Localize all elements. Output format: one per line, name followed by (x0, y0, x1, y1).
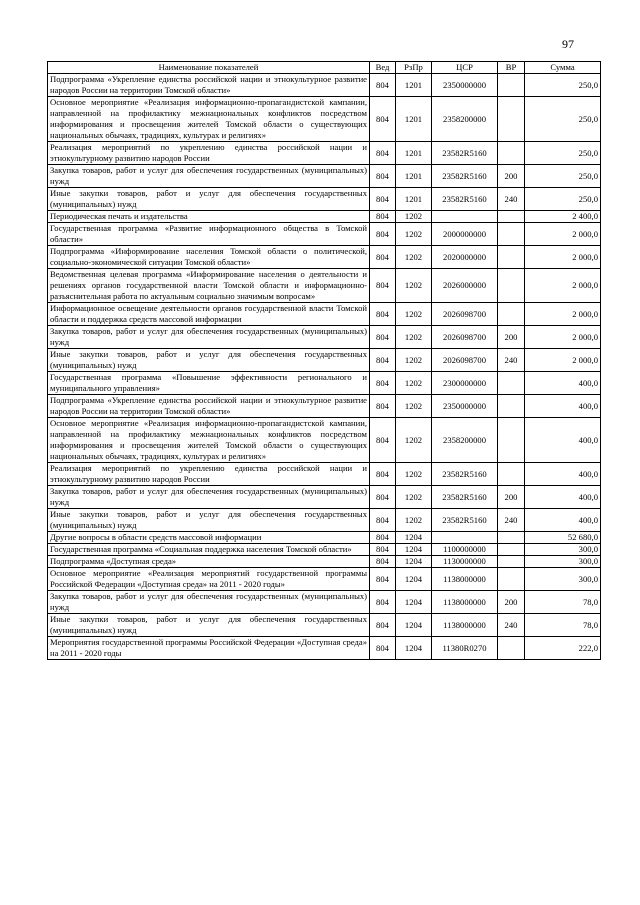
row-csr: 2358200000 (432, 97, 498, 142)
table-row (48, 142, 601, 165)
row-sum: 2 000,0 (525, 223, 601, 246)
table-row (48, 418, 601, 463)
row-rzpr: 1202 (396, 509, 432, 532)
row-rzpr: 1204 (396, 614, 432, 637)
row-vr: 200 (498, 486, 525, 509)
row-name: Подпрограмма «Укрепление единства российской нации и этнокультурное развитие народов России на территории Томской области» (48, 74, 370, 97)
row-vr (498, 303, 525, 326)
row-rzpr: 1201 (396, 165, 432, 188)
row-name: Информационное освещение деятельности органов государственной власти Томской области и поддержка средств массовой информации (48, 303, 370, 326)
row-vr (498, 418, 525, 463)
row-ved: 804 (370, 74, 396, 97)
row-rzpr: 1204 (396, 532, 432, 544)
row-ved: 804 (370, 372, 396, 395)
row-csr: 23582R5160 (432, 165, 498, 188)
row-rzpr: 1202 (396, 326, 432, 349)
row-csr: 23582R5160 (432, 463, 498, 486)
row-rzpr: 1201 (396, 142, 432, 165)
row-vr (498, 142, 525, 165)
row-sum: 300,0 (525, 568, 601, 591)
row-ved: 804 (370, 165, 396, 188)
row-ved: 804 (370, 303, 396, 326)
row-ved: 804 (370, 486, 396, 509)
row-ved: 804 (370, 188, 396, 211)
row-name: Периодическая печать и издательства (48, 211, 370, 223)
row-vr (498, 544, 525, 556)
table-row (48, 349, 601, 372)
budget-table (47, 61, 601, 660)
row-rzpr: 1201 (396, 188, 432, 211)
row-name: Ведомственная целевая программа «Информирование населения о деятельности и решениях органов государственной власти Томской области и информационно-разъяснительная работа по актуальным социально значимым вопросам» (48, 269, 370, 303)
row-vr (498, 246, 525, 269)
table-row (48, 509, 601, 532)
row-vr (498, 395, 525, 418)
header-rzpr: РзПр (396, 62, 432, 74)
row-rzpr: 1204 (396, 544, 432, 556)
row-sum: 78,0 (525, 591, 601, 614)
row-ved: 804 (370, 509, 396, 532)
table-row (48, 568, 601, 591)
page-number: 97 (562, 37, 574, 51)
row-sum: 250,0 (525, 97, 601, 142)
row-sum: 250,0 (525, 165, 601, 188)
table-row (48, 395, 601, 418)
row-rzpr: 1202 (396, 223, 432, 246)
row-csr: 2026000000 (432, 269, 498, 303)
row-ved: 804 (370, 463, 396, 486)
row-csr: 1138000000 (432, 614, 498, 637)
row-rzpr: 1204 (396, 556, 432, 568)
row-name: Мероприятия государственной программы Российской Федерации «Доступная среда» на 2011 - 2020 годы (48, 637, 370, 660)
row-ved: 804 (370, 614, 396, 637)
row-ved: 804 (370, 142, 396, 165)
row-rzpr: 1201 (396, 74, 432, 97)
row-csr (432, 532, 498, 544)
row-name: Иные закупки товаров, работ и услуг для обеспечения государственных (муниципальных) нужд (48, 349, 370, 372)
row-csr: 23582R5160 (432, 188, 498, 211)
row-sum: 2 000,0 (525, 246, 601, 269)
row-rzpr: 1202 (396, 418, 432, 463)
header-name: Наименование показателей (48, 62, 370, 74)
row-csr: 2350000000 (432, 395, 498, 418)
table-row (48, 74, 601, 97)
row-csr (432, 211, 498, 223)
row-name: Основное мероприятие «Реализация мероприятий государственной программы Российской Федерации «Доступная среда» на 2011 - 2020 годы» (48, 568, 370, 591)
row-rzpr: 1202 (396, 395, 432, 418)
row-sum: 250,0 (525, 74, 601, 97)
row-rzpr: 1202 (396, 246, 432, 269)
header-vr: ВР (498, 62, 525, 74)
row-sum: 300,0 (525, 544, 601, 556)
row-sum: 250,0 (525, 142, 601, 165)
table-row (48, 326, 601, 349)
table-row (48, 463, 601, 486)
row-sum: 2 000,0 (525, 269, 601, 303)
row-name: Реализация мероприятий по укреплению единства российской нации и этнокультурному развитию народов России (48, 463, 370, 486)
row-rzpr: 1202 (396, 269, 432, 303)
row-csr: 23582R5160 (432, 509, 498, 532)
row-sum: 400,0 (525, 395, 601, 418)
header-csr: ЦСР (432, 62, 498, 74)
row-rzpr: 1204 (396, 591, 432, 614)
row-csr: 23582R5160 (432, 486, 498, 509)
row-ved: 804 (370, 556, 396, 568)
row-csr: 1138000000 (432, 591, 498, 614)
row-ved: 804 (370, 246, 396, 269)
row-vr: 240 (498, 614, 525, 637)
row-ved: 804 (370, 395, 396, 418)
row-sum: 2 000,0 (525, 326, 601, 349)
row-vr: 240 (498, 509, 525, 532)
row-ved: 804 (370, 532, 396, 544)
row-sum: 78,0 (525, 614, 601, 637)
row-vr (498, 269, 525, 303)
row-ved: 804 (370, 211, 396, 223)
row-name: Государственная программа «Развитие информационного общества в Томской области» (48, 223, 370, 246)
table-row (48, 372, 601, 395)
row-sum: 400,0 (525, 418, 601, 463)
row-sum: 400,0 (525, 372, 601, 395)
row-name: Закупка товаров, работ и услуг для обеспечения государственных (муниципальных) нужд (48, 486, 370, 509)
header-sum: Сумма (525, 62, 601, 74)
row-ved: 804 (370, 97, 396, 142)
row-rzpr: 1202 (396, 372, 432, 395)
row-name: Закупка товаров, работ и услуг для обеспечения государственных (муниципальных) нужд (48, 165, 370, 188)
row-csr: 23582R5160 (432, 142, 498, 165)
row-name: Подпрограмма «Доступная среда» (48, 556, 370, 568)
row-name: Государственная программа «Социальная поддержка населения Томской области» (48, 544, 370, 556)
header-ved: Вед (370, 62, 396, 74)
row-vr: 200 (498, 591, 525, 614)
row-csr: 2350000000 (432, 74, 498, 97)
row-ved: 804 (370, 326, 396, 349)
row-rzpr: 1202 (396, 303, 432, 326)
row-ved: 804 (370, 349, 396, 372)
table-row (48, 544, 601, 556)
row-csr: 2026098700 (432, 303, 498, 326)
row-rzpr: 1202 (396, 211, 432, 223)
row-rzpr: 1204 (396, 568, 432, 591)
table-row (48, 532, 601, 544)
row-sum: 222,0 (525, 637, 601, 660)
row-vr: 240 (498, 349, 525, 372)
row-sum: 2 000,0 (525, 303, 601, 326)
row-csr: 1100000000 (432, 544, 498, 556)
row-ved: 804 (370, 637, 396, 660)
table-row (48, 303, 601, 326)
row-name: Основное мероприятие «Реализация информационно-пропагандистской кампании, направленной на профилактику межнациональных конфликтов посредством информирования и просвещения жителей Томской области о существующих национальных обычаях, традициях, культурах и религиях» (48, 97, 370, 142)
row-name: Закупка товаров, работ и услуг для обеспечения государственных (муниципальных) нужд (48, 326, 370, 349)
row-name: Иные закупки товаров, работ и услуг для обеспечения государственных (муниципальных) нужд (48, 509, 370, 532)
row-vr (498, 556, 525, 568)
row-ved: 804 (370, 544, 396, 556)
table-body (48, 74, 601, 660)
row-ved: 804 (370, 223, 396, 246)
table-row (48, 637, 601, 660)
row-name: Иные закупки товаров, работ и услуг для обеспечения государственных (муниципальных) нужд (48, 188, 370, 211)
row-rzpr: 1201 (396, 97, 432, 142)
row-csr: 2000000000 (432, 223, 498, 246)
table-row (48, 556, 601, 568)
table-header-row (48, 62, 601, 74)
table-row (48, 165, 601, 188)
row-vr (498, 568, 525, 591)
row-ved: 804 (370, 418, 396, 463)
row-name: Государственная программа «Повышение эффективности регионального и муниципального управления» (48, 372, 370, 395)
row-sum: 400,0 (525, 463, 601, 486)
table-row (48, 614, 601, 637)
row-vr (498, 463, 525, 486)
row-vr (498, 223, 525, 246)
row-csr: 2300000000 (432, 372, 498, 395)
table-row (48, 223, 601, 246)
row-sum: 2 400,0 (525, 211, 601, 223)
table-row (48, 486, 601, 509)
row-sum: 2 000,0 (525, 349, 601, 372)
row-csr: 1138000000 (432, 568, 498, 591)
table-row (48, 211, 601, 223)
row-vr: 240 (498, 188, 525, 211)
row-rzpr: 1202 (396, 486, 432, 509)
row-vr (498, 211, 525, 223)
row-csr: 2358200000 (432, 418, 498, 463)
row-csr: 2026098700 (432, 326, 498, 349)
row-sum: 300,0 (525, 556, 601, 568)
row-csr: 1130000000 (432, 556, 498, 568)
row-sum: 400,0 (525, 486, 601, 509)
row-ved: 804 (370, 269, 396, 303)
table-row (48, 97, 601, 142)
row-vr (498, 532, 525, 544)
row-vr: 200 (498, 326, 525, 349)
row-vr: 200 (498, 165, 525, 188)
row-ved: 804 (370, 568, 396, 591)
row-name: Основное мероприятие «Реализация информационно-пропагандистской кампании, направленной на профилактику межнациональных конфликтов посредством информирования и просвещения жителей Томской области о существующих национальных обычаях, традициях, культурах и религиях» (48, 418, 370, 463)
row-ved: 804 (370, 591, 396, 614)
table-row (48, 591, 601, 614)
table-row (48, 269, 601, 303)
table-row (48, 188, 601, 211)
row-name: Другие вопросы в области средств массовой информации (48, 532, 370, 544)
row-rzpr: 1204 (396, 637, 432, 660)
row-vr (498, 637, 525, 660)
row-vr (498, 372, 525, 395)
row-csr: 2026098700 (432, 349, 498, 372)
row-sum: 250,0 (525, 188, 601, 211)
row-name: Подпрограмма «Информирование населения Томской области о политической, социально-экономической ситуации Томской области» (48, 246, 370, 269)
table-row (48, 246, 601, 269)
row-name: Подпрограмма «Укрепление единства российской нации и этнокультурное развитие народов России на территории Томской области» (48, 395, 370, 418)
row-rzpr: 1202 (396, 349, 432, 372)
row-sum: 52 680,0 (525, 532, 601, 544)
row-csr: 11380R0270 (432, 637, 498, 660)
row-vr (498, 74, 525, 97)
row-name: Реализация мероприятий по укреплению единства российской нации и этнокультурному развитию народов России (48, 142, 370, 165)
row-sum: 400,0 (525, 509, 601, 532)
row-name: Иные закупки товаров, работ и услуг для обеспечения государственных (муниципальных) нужд (48, 614, 370, 637)
row-rzpr: 1202 (396, 463, 432, 486)
row-csr: 2020000000 (432, 246, 498, 269)
row-name: Закупка товаров, работ и услуг для обеспечения государственных (муниципальных) нужд (48, 591, 370, 614)
row-vr (498, 97, 525, 142)
